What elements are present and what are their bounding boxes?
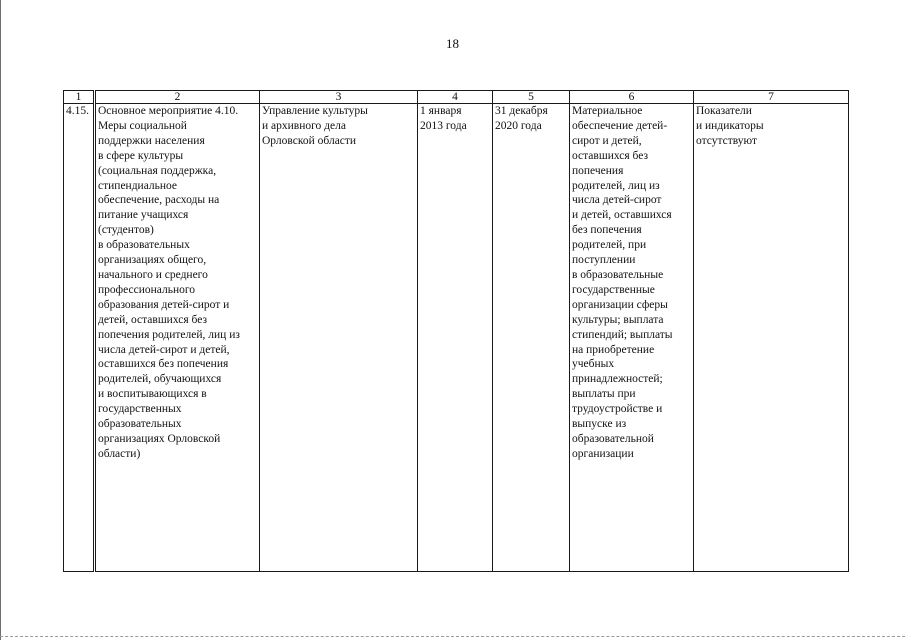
column-number-7: 7	[694, 91, 849, 104]
indicators-cell: Показатели и индикаторы отсутствуют	[694, 104, 849, 572]
activity-cell: Основное мероприятие 4.10. Меры социальной поддержки населения в сфере культуры (социальная поддержка, стипендиальное обеспечение, расходы на питание учащихся (студентов) в образовательных организациях общего, начального и среднего профессионального образования детей-сирот и детей, оставшихся без попечения родителей, лиц из числа детей-сирот и детей, оставшихся без попечения родителей, обучающихся и воспитывающихся в государственных образовательных организациях Орловской области)	[95, 104, 260, 572]
program-activities-table	[63, 90, 849, 572]
page-bottom-edge	[0, 636, 905, 637]
start-date-cell: 1 января 2013 года	[418, 104, 493, 572]
column-number-row	[64, 91, 849, 104]
executor-cell: Управление культуры и архивного дела Орловской области	[260, 104, 418, 572]
expected-result-cell: Материальное обеспечение детей- сирот и детей, оставшихся без попечения родителей, лиц из числа детей-сирот и детей, оставшихся без попечения родителей, при поступлении в образовательные государственные организации сферы культуры; выплата стипендий; выплаты на приобретение учебных принадлежностей; выплаты при трудоустройстве и выпуске из образовательной организации	[570, 104, 694, 572]
page-left-edge	[0, 0, 1, 640]
column-number-5: 5	[493, 91, 570, 104]
item-number-cell: 4.15.	[64, 104, 95, 572]
end-date-cell: 31 декабря 2020 года	[493, 104, 570, 572]
page-number: 18	[446, 36, 459, 51]
column-number-1: 1	[64, 91, 95, 104]
column-number-6: 6	[570, 91, 694, 104]
table-row	[64, 104, 849, 572]
column-number-2: 2	[95, 91, 260, 104]
column-number-3: 3	[260, 91, 418, 104]
column-number-4: 4	[418, 91, 493, 104]
